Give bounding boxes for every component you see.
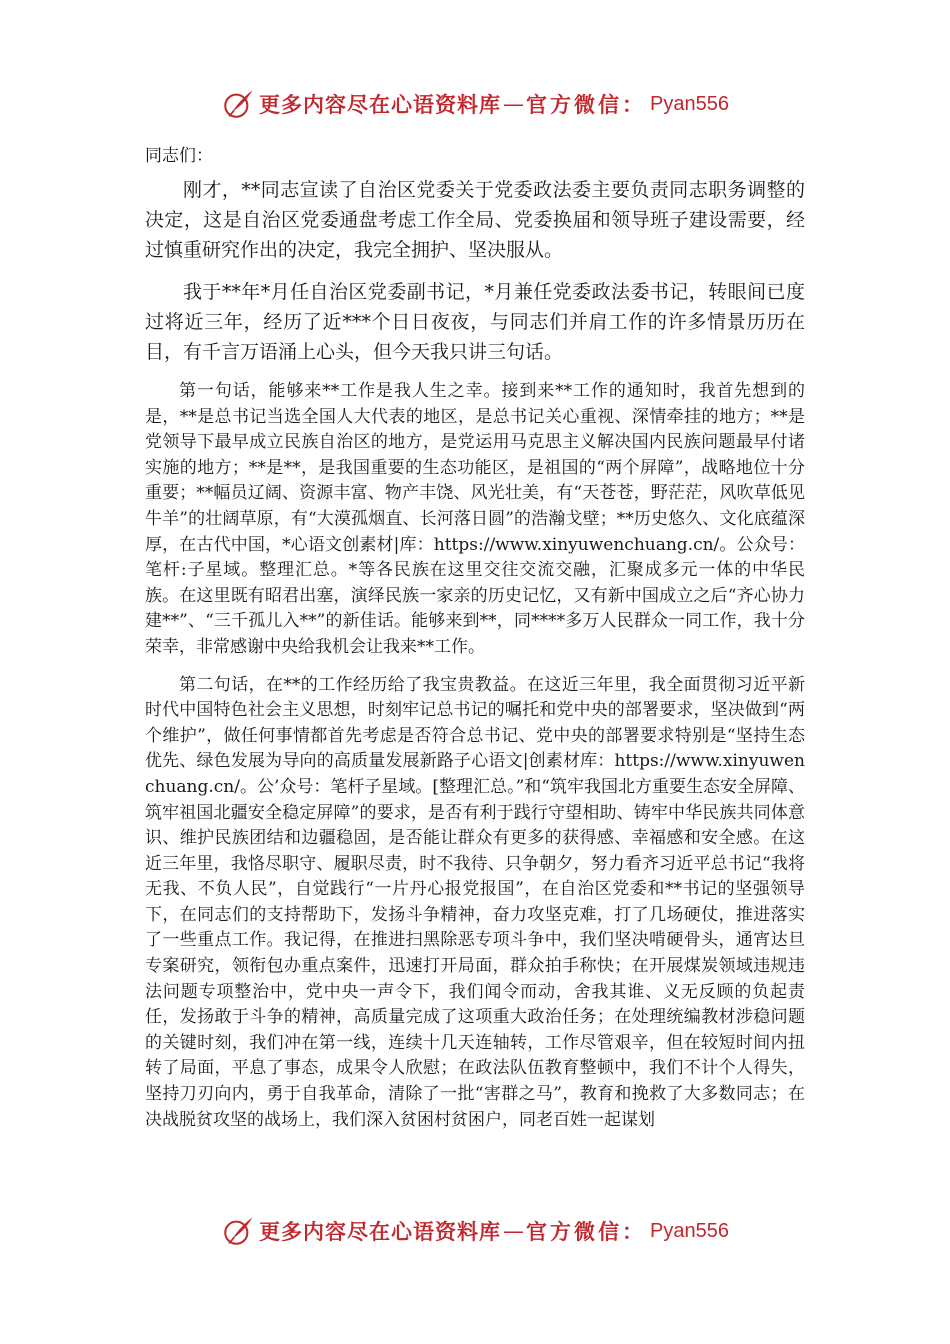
quill-pen-logo-icon bbox=[221, 1214, 255, 1248]
footer-banner bbox=[0, 1211, 950, 1251]
banner-site-name: 更多内容尽在心语资料库 bbox=[259, 1220, 502, 1244]
banner-wechat-label: 官方微信： bbox=[526, 1220, 647, 1244]
paragraph-2: 我于**年*月任自治区党委副书记，*月兼任党委政法委书记，转眼间已度过将近三年，经历了近***个日日夜夜，与同志们并肩工作的许多情景历历在目，有千言万语涌上心头，但今天我只讲三句话。 bbox=[145, 281, 805, 363]
quill-pen-logo-icon bbox=[221, 87, 255, 121]
banner-wechat-label: 官方微信： bbox=[526, 93, 647, 117]
paragraph-3: 第一句话，能够来**工作是我人生之幸。接到来**工作的通知时，我首先想到的是，**是总书记当选全国人大代表的地区，是总书记关心重视、深情牵挂的地方；**是党领导下最早成立民族自治区的地方，是党运用马克思主义解决国内民族问题最早付诸实施的地方；**是**，是我国重要的生态功能区，是祖国的“两个屏障”，战略地位十分重要；**幅员辽阔、资源丰富、物产丰饶、风光壮美，有“天苍苍，野茫茫，风吹草低见牛羊”的壮阔草原，有“大漠孤烟直、长河落日圆”的浩瀚戈壁；**历史悠久、文化底蕴深厚，在古代中国，*心语文创素材|库：https://www.xinyuwenchuang.cn/。公众号：笔杆:子星域。整理汇总。*等各民族在这里交往交流交融，汇聚成多元一体的中华民族。在这里既有昭君出塞，演绎民族一家亲的历史记忆，又有新中国成立之后“齐心协力建**”、“三千孤儿入**”的新佳话。能够来到**，同****多万人民群众一同工作，我十分荣幸，非常感谢中央给我机会让我来**工作。 bbox=[145, 381, 805, 657]
banner-separator: — bbox=[503, 1219, 525, 1243]
header-banner bbox=[0, 84, 950, 124]
banner-site-name: 更多内容尽在心语资料库 bbox=[259, 93, 502, 117]
banner-separator: — bbox=[503, 92, 525, 116]
document-body bbox=[145, 143, 805, 1145]
banner-wechat-id: Pyan556 bbox=[650, 92, 729, 115]
salutation: 同志们： bbox=[145, 146, 213, 166]
paragraph-4: 第二句话，在**的工作经历给了我宝贵教益。在这近三年里，我全面贯彻习近平新时代中国特色社会主义思想，时刻牢记总书记的嘱托和党中央的部署要求，坚决做到“两个维护”，做任何事情都首先考虑是否符合总书记、党中央的部署要求特别是“坚持生态优先、绿色发展为导向的高质量发展新路子心语文|创素材库：https://www.xinyuwenchuang.cn/。公’众号：笔杆子星域。[整理汇总。”和“筑牢我国北方重要生态安全屏障、筑牢祖国北疆安全稳定屏障”的要求，是否有利于践行守望相助、铸牢中华民族共同体意识、维护民族团结和边疆稳固，是否能让群众有更多的获得感、幸福感和安全感。在这近三年里，我恪尽职守、履职尽责，时不我待、只争朝夕，努力看齐习近平总书记“我将无我、不负人民”，自觉践行“一片丹心报党报国”，在自治区党委和**书记的坚强领导下，在同志们的支持帮助下，发扬斗争精神，奋力攻坚克难，打了几场硬仗，推进落实了一些重点工作。我记得，在推进扫黑除恶专项斗争中，我们坚决啃硬骨头，通宵达旦专案研究，领衔包办重点案件，迅速打开局面，群众拍手称快；在开展煤炭领域违规违法问题专项整治中，党中央一声令下，我们闻令而动，舍我其谁、义无反顾的负起责任，发扬敢于斗争的精神，高质量完成了这项重大政治任务；在处理统编教材涉稳问题的关键时刻，我们冲在第一线，连续十几天连轴转，工作尽管艰辛，但在较短时间内扭转了局面，平息了事态，成果令人欣慰；在政法队伍教育整顿中，我们不计个人得失，坚持刀刃向内，勇于自我革命，清除了一批“害群之马”，教育和挽救了大多数同志；在决战脱贫攻坚的战场上，我们深入贫困村贫困户，同老百姓一起谋划 bbox=[145, 674, 805, 1130]
banner-wechat-id: Pyan556 bbox=[650, 1219, 729, 1242]
paragraph-1: 刚才，**同志宣读了自治区党委关于党委政法委主要负责同志职务调整的决定，这是自治区党委通盘考虑工作全局、党委换届和领导班子建设需要，经过慎重研究作出的决定，我完全拥护、坚决服从。 bbox=[145, 179, 805, 261]
